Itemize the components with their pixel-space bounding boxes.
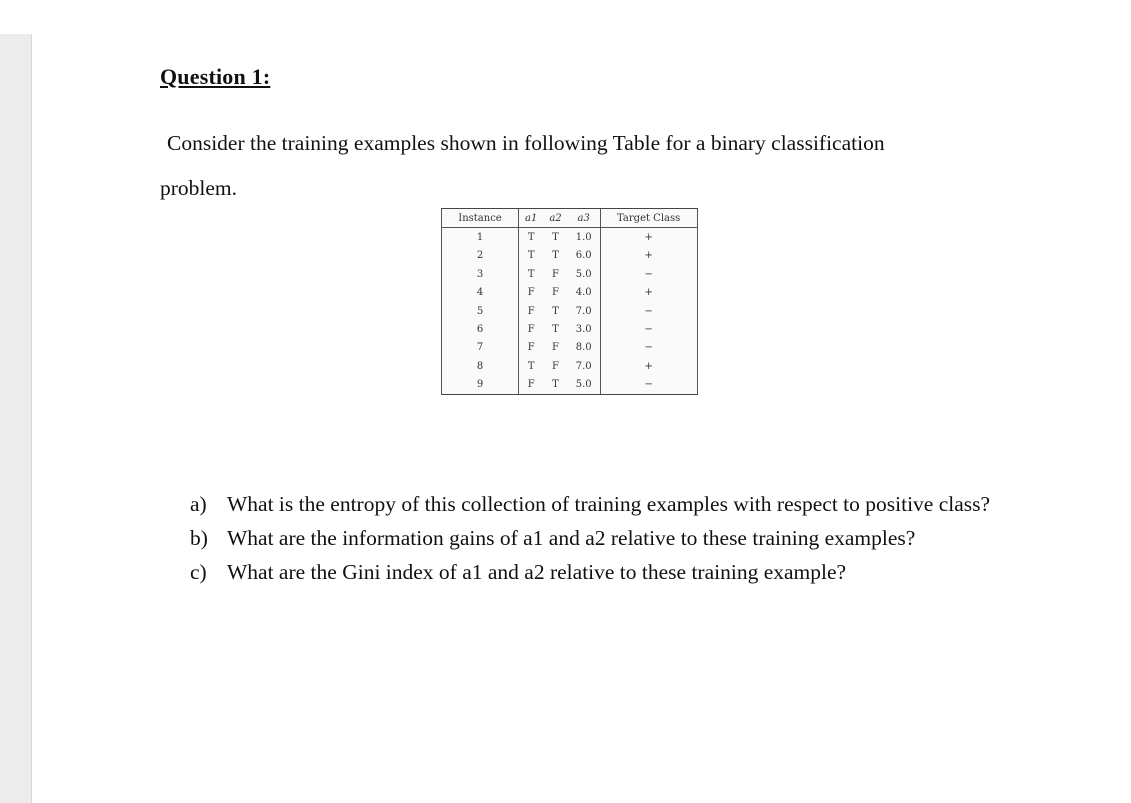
cell-a1: F	[527, 342, 535, 354]
question-text: What are the Gini index of a1 and a2 relative to these training example?	[227, 560, 847, 584]
cell-a3: 3.0	[568, 320, 601, 338]
table-row	[442, 265, 697, 283]
header-target-class: Target Class	[600, 209, 697, 228]
cell-a3: 5.0	[568, 376, 601, 394]
cell-instance: 4	[442, 284, 519, 302]
question-text: What is the entropy of this collection of training examples with respect to positive class?	[227, 492, 991, 516]
header-instance: Instance	[442, 209, 519, 228]
question-item-c	[190, 555, 1020, 589]
cell-a2: T	[552, 305, 559, 317]
cell-target: +	[644, 232, 653, 244]
table-row	[442, 376, 697, 394]
table-row	[442, 320, 697, 338]
table-row	[442, 247, 697, 265]
cell-target: −	[644, 268, 653, 280]
cell-a2: F	[552, 342, 559, 354]
cell-a1: T	[527, 268, 535, 280]
question-list	[190, 487, 1020, 589]
cell-target: −	[644, 379, 653, 391]
table-row	[442, 228, 697, 247]
cell-a2: F	[552, 360, 559, 372]
cell-a3: 1.0	[568, 228, 601, 247]
table-row	[442, 302, 697, 320]
cell-a2: T	[552, 232, 559, 244]
intro-line-1: Consider the training examples shown in following Table for a binary classification	[167, 131, 885, 155]
cell-instance: 6	[442, 320, 519, 338]
question-heading: Question 1:	[160, 64, 271, 89]
cell-a1: F	[527, 324, 535, 336]
cell-instance: 7	[442, 339, 519, 357]
cell-a3: 4.0	[568, 284, 601, 302]
cell-a2: F	[552, 287, 559, 299]
cell-a1: T	[527, 250, 535, 262]
cell-target: −	[644, 324, 653, 336]
header-a3: a3	[568, 209, 601, 228]
header-a2: a2	[543, 209, 567, 228]
cell-a1: T	[527, 360, 535, 372]
cell-a3: 7.0	[568, 357, 601, 375]
intro-line-2: problem.	[160, 176, 238, 200]
cell-instance: 8	[442, 357, 519, 375]
question-text: What are the information gains of a1 and a2 relative to these training examples?	[227, 526, 916, 550]
cell-target: +	[644, 250, 653, 262]
cell-target: −	[644, 342, 653, 354]
table-header-row	[442, 209, 697, 228]
left-margin-strip	[0, 34, 32, 803]
cell-a1: T	[527, 232, 535, 244]
cell-a3: 7.0	[568, 302, 601, 320]
question-marker: b)	[190, 526, 208, 550]
cell-a3: 6.0	[568, 247, 601, 265]
training-examples-table	[441, 208, 698, 395]
table-row	[442, 357, 697, 375]
cell-a2: T	[552, 250, 559, 262]
table-row	[442, 339, 697, 357]
question-marker: c)	[190, 560, 207, 584]
cell-instance: 1	[442, 228, 519, 247]
question-item-b	[190, 521, 1020, 555]
header-a1: a1	[519, 209, 544, 228]
cell-target: +	[644, 287, 653, 299]
cell-a2: T	[552, 379, 559, 391]
cell-target: +	[644, 360, 653, 372]
cell-a1: F	[527, 379, 535, 391]
cell-a2: T	[552, 324, 559, 336]
intro-paragraph	[160, 121, 1040, 211]
cell-a1: F	[527, 305, 535, 317]
cell-a1: F	[527, 287, 535, 299]
question-item-a	[190, 487, 1020, 521]
cell-instance: 3	[442, 265, 519, 283]
cell-instance: 9	[442, 376, 519, 394]
cell-a2: F	[552, 268, 559, 280]
cell-instance: 5	[442, 302, 519, 320]
cell-instance: 2	[442, 247, 519, 265]
cell-a3: 8.0	[568, 339, 601, 357]
cell-target: −	[644, 305, 653, 317]
cell-a3: 5.0	[568, 265, 601, 283]
table-row	[442, 284, 697, 302]
question-marker: a)	[190, 492, 207, 516]
